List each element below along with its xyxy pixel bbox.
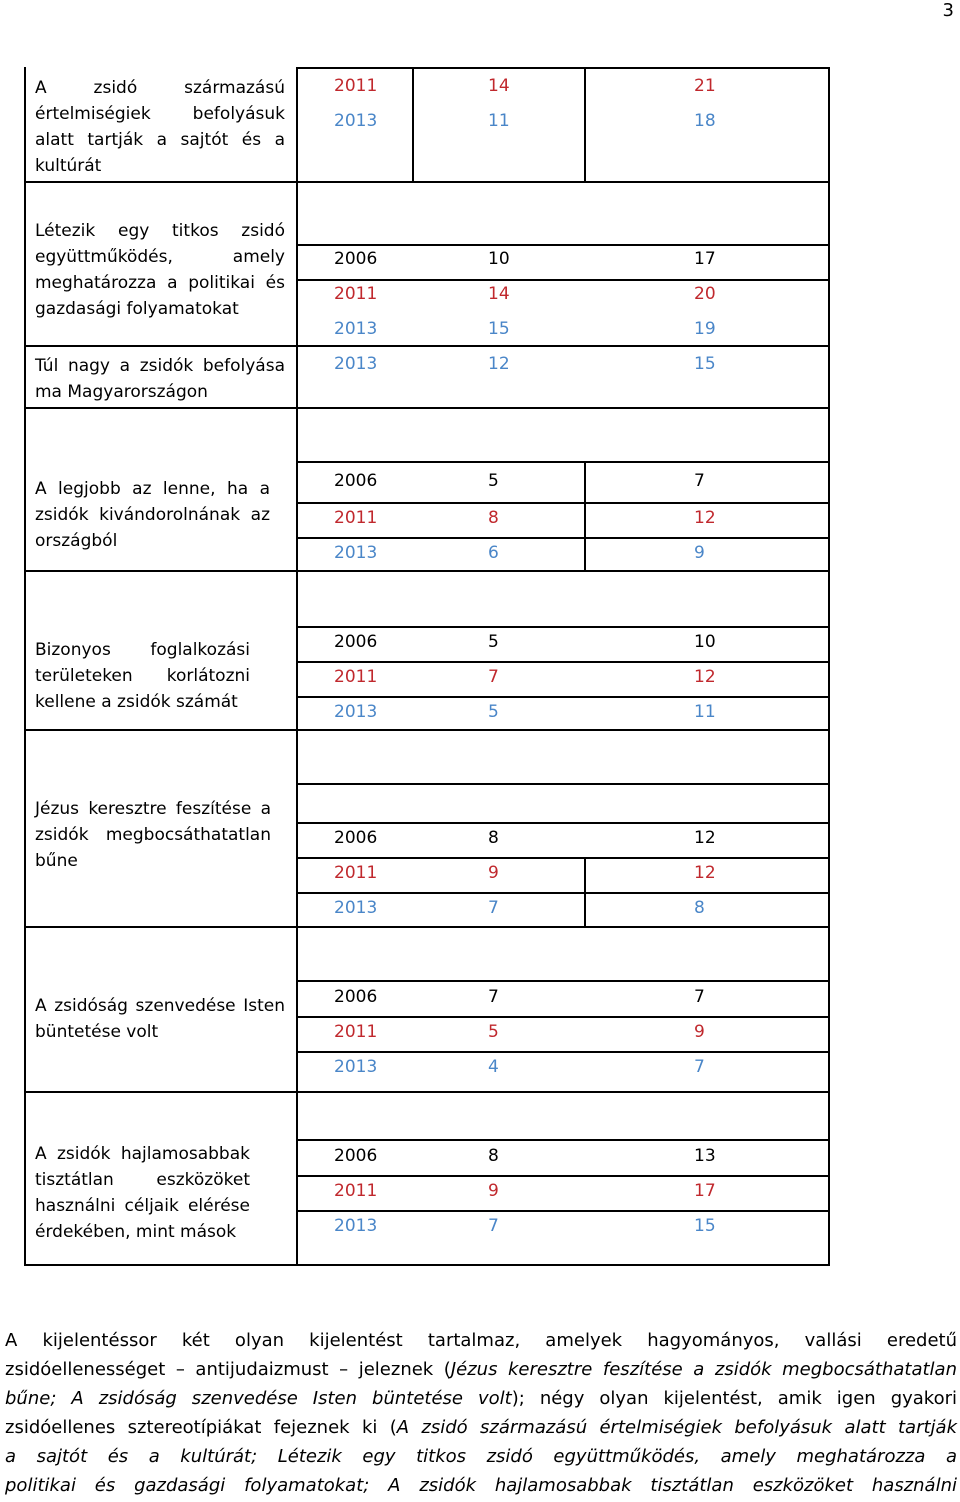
value-cell: 15 [694, 354, 716, 374]
statement-text: Létezik egy titkos zsidó együttműködés, amely meghatározza a politikai és gazdasági folyamatokat [35, 221, 285, 319]
value-cell: 13 [694, 1146, 716, 1166]
table-rule [24, 67, 26, 1266]
table-rule [298, 783, 830, 785]
statement-text: Jézus keresztre feszítése a zsidók megbocsáthatatlan bűne [35, 799, 271, 871]
value-cell: 15 [694, 1216, 716, 1236]
value-cell: 8 [488, 508, 499, 528]
table-row [298, 661, 828, 696]
statement-text: A zsidók hajlamosabbak tisztátlan eszközöket használni céljaik elérése érdekében, mint mások [35, 1144, 250, 1242]
table-row [298, 537, 828, 572]
table-rule [24, 1264, 830, 1266]
table-row [298, 313, 828, 348]
year-cell: 2006 [334, 249, 378, 269]
value-cell: 5 [488, 471, 499, 491]
table-row [298, 696, 828, 731]
value-cell: 7 [694, 987, 705, 1007]
year-cell: 2013 [334, 543, 378, 563]
table-rule [24, 181, 830, 183]
statement-text: A zsidóság szenvedése Isten büntetése volt [35, 996, 285, 1042]
year-cell: 2006 [334, 471, 378, 491]
value-cell: 17 [694, 249, 716, 269]
paragraph-text: ); négy olyan kijelentést, amik igen gyakori [511, 1388, 957, 1409]
year-cell: 2011 [334, 1181, 378, 1201]
table-rule [298, 461, 830, 463]
value-cell: 7 [488, 1216, 499, 1236]
value-cell: 10 [488, 249, 510, 269]
table-row [298, 1175, 828, 1210]
value-cell: 9 [694, 543, 705, 563]
value-cell: 12 [694, 828, 716, 848]
value-cell: 12 [694, 863, 716, 883]
year-cell: 2011 [334, 76, 378, 96]
value-cell: 20 [694, 284, 716, 304]
table-row [298, 1140, 828, 1175]
table-row [298, 465, 828, 500]
value-cell: 5 [488, 632, 499, 652]
year-cell: 2011 [334, 863, 378, 883]
value-cell: 15 [488, 319, 510, 339]
paragraph-line [5, 1355, 957, 1384]
paragraph-italic: Jézus keresztre feszítése a zsidók megbocsáthatatlan [450, 1359, 957, 1380]
year-cell: 2013 [334, 111, 378, 131]
year-cell: 2013 [334, 702, 378, 722]
table-rule [24, 407, 830, 409]
value-cell: 14 [488, 284, 510, 304]
value-cell: 7 [488, 898, 499, 918]
value-cell: 7 [488, 987, 499, 1007]
value-cell: 4 [488, 1057, 499, 1077]
statement-text: A zsidó származású értelmiségiek befolyásuk alatt tartják a sajtót és a kultúrát [35, 78, 285, 176]
value-cell: 18 [694, 111, 716, 131]
table-row [298, 1210, 828, 1245]
statement-text: A legjobb az lenne, ha a zsidók kivándorolnának az országból [35, 479, 270, 551]
paragraph-line: politikai és gazdasági folyamatokat; A zsidók hajlamosabbak tisztátlan eszközöket használni [5, 1475, 957, 1496]
value-cell: 12 [694, 667, 716, 687]
table-rule [298, 67, 830, 69]
value-cell: 17 [694, 1181, 716, 1201]
value-cell: 12 [694, 508, 716, 528]
table-row [298, 857, 828, 892]
paragraph-italic: A zsidó származású értelmiségiek befolyásuk alatt tartják [396, 1417, 957, 1438]
paragraph-text: zsidóellenességet – antijudaizmust – jeleznek ( [5, 1359, 451, 1380]
value-cell: 19 [694, 319, 716, 339]
table-rule [24, 1091, 830, 1093]
table-rule [828, 67, 830, 1266]
table-row [298, 70, 828, 105]
value-cell: 9 [488, 863, 499, 883]
year-cell: 2013 [334, 319, 378, 339]
year-cell: 2011 [334, 508, 378, 528]
year-cell: 2013 [334, 898, 378, 918]
paragraph-line [5, 1413, 957, 1442]
paragraph-line [5, 1384, 957, 1413]
value-cell: 5 [488, 1022, 499, 1042]
value-cell: 7 [694, 471, 705, 491]
table-row [298, 105, 828, 140]
value-cell: 10 [694, 632, 716, 652]
page-number: 3 [942, 0, 954, 21]
value-cell: 7 [694, 1057, 705, 1077]
statement-text: Túl nagy a zsidók befolyása ma Magyarországon [35, 356, 285, 402]
year-cell: 2013 [334, 354, 378, 374]
table-row [298, 981, 828, 1016]
table-row [298, 626, 828, 661]
paragraph-line: a sajtót és a kultúrát; Létezik egy titkos zsidó együttműködés, amely meghatározza a [5, 1446, 957, 1467]
value-cell: 21 [694, 76, 716, 96]
table-row [298, 822, 828, 857]
paragraph-italic: bűne; A zsidóság szenvedése Isten büntetése volt [5, 1388, 512, 1409]
table-row [298, 278, 828, 313]
value-cell: 5 [488, 702, 499, 722]
year-cell: 2013 [334, 1216, 378, 1236]
table-row [298, 348, 828, 383]
value-cell: 8 [488, 1146, 499, 1166]
paragraph-line: A kijelentéssor két olyan kijelentést tartalmaz, amelyek hagyományos, vallási eredetű [5, 1330, 957, 1351]
value-cell: 12 [488, 354, 510, 374]
year-cell: 2011 [334, 284, 378, 304]
statement-text: Bizonyos foglalkozási területeken korlátozni kellene a zsidók számát [35, 640, 250, 712]
table-row [298, 243, 828, 278]
value-cell: 6 [488, 543, 499, 563]
value-cell: 9 [488, 1181, 499, 1201]
table-row [298, 1051, 828, 1086]
value-cell: 14 [488, 76, 510, 96]
value-cell: 11 [488, 111, 510, 131]
value-cell: 9 [694, 1022, 705, 1042]
value-cell: 8 [694, 898, 705, 918]
table-row [298, 1016, 828, 1051]
table-row [298, 502, 828, 537]
year-cell: 2011 [334, 1022, 378, 1042]
year-cell: 2011 [334, 667, 378, 687]
value-cell: 8 [488, 828, 499, 848]
year-cell: 2006 [334, 632, 378, 652]
year-cell: 2006 [334, 1146, 378, 1166]
value-cell: 7 [488, 667, 499, 687]
paragraph-text: zsidóellenes sztereotípiákat fejeznek ki ( [5, 1417, 397, 1438]
year-cell: 2013 [334, 1057, 378, 1077]
table-row [298, 892, 828, 927]
year-cell: 2006 [334, 987, 378, 1007]
value-cell: 11 [694, 702, 716, 722]
body-paragraph [5, 1326, 957, 1500]
year-cell: 2006 [334, 828, 378, 848]
